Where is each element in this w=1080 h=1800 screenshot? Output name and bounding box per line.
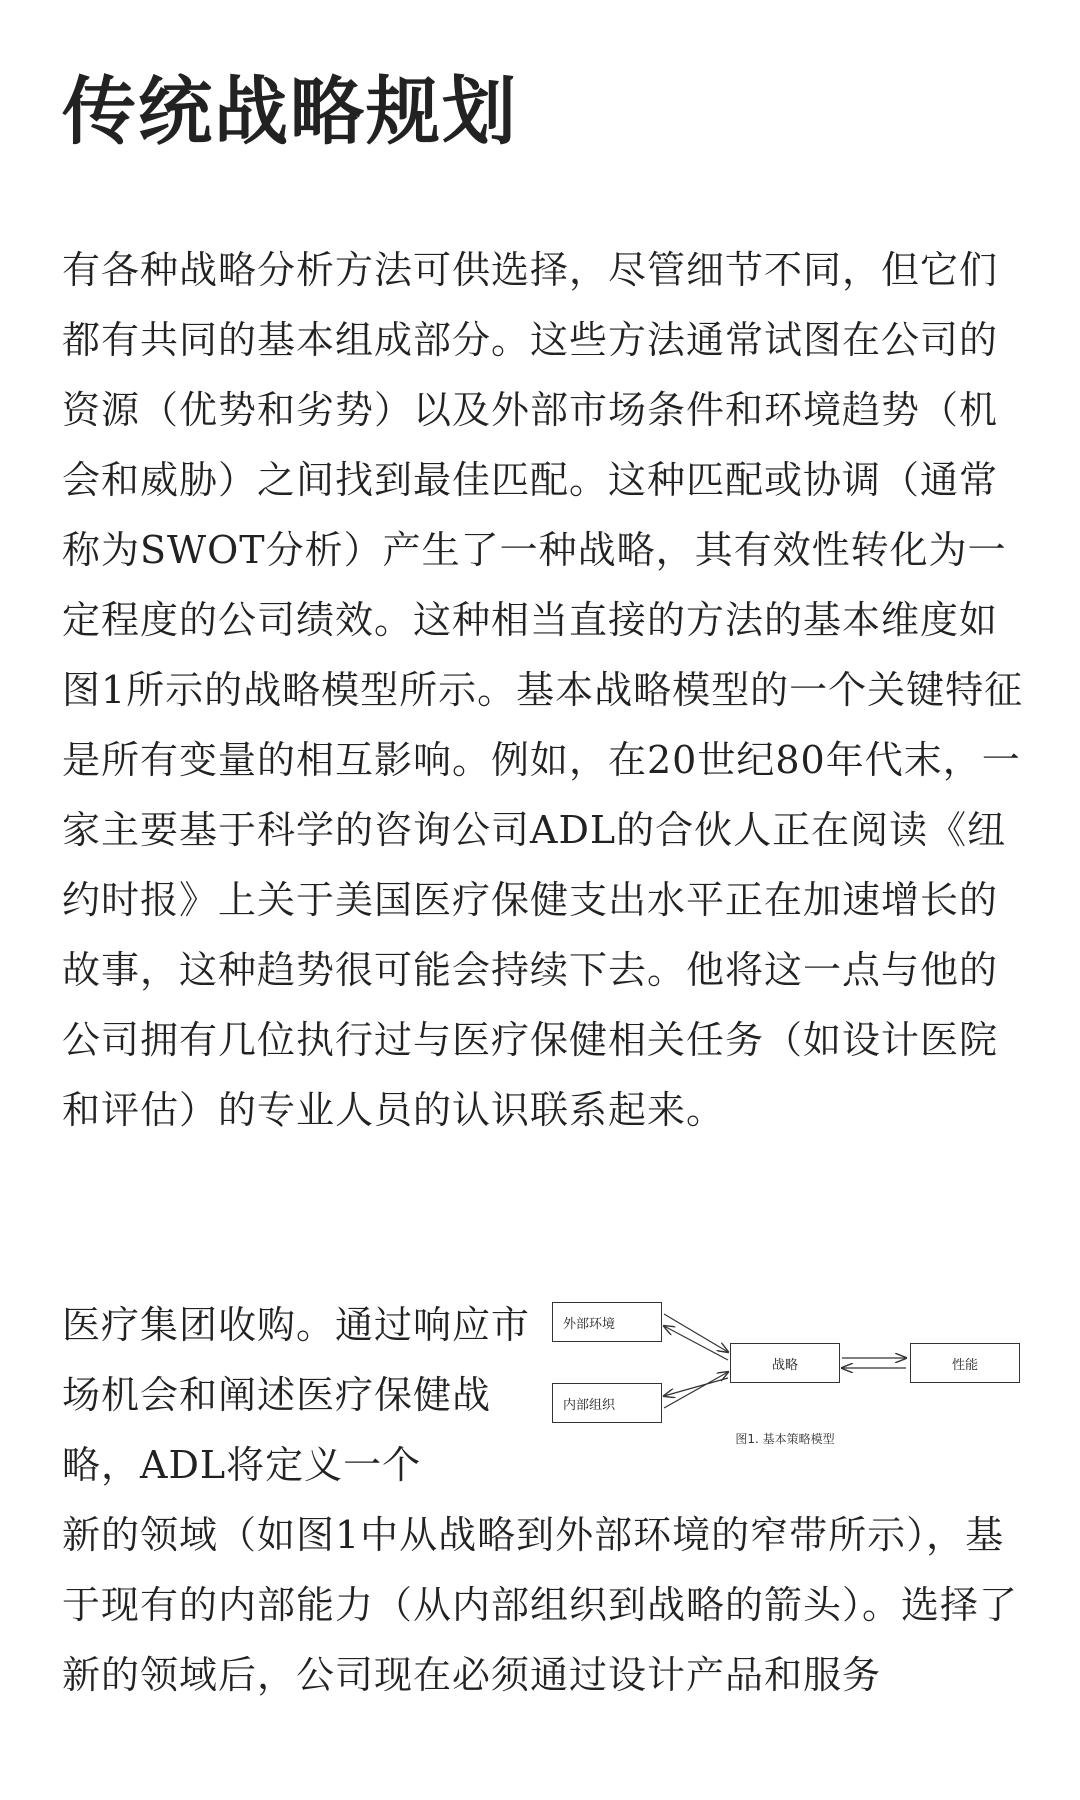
arrow-strategy-to-external (664, 1326, 728, 1360)
arrow-internal-to-strategy (664, 1372, 728, 1408)
strategy-model-figure (540, 1290, 1030, 1465)
internal-organization-box: 内部组织 (552, 1383, 662, 1423)
performance-box: 性能 (910, 1343, 1020, 1383)
external-environment-box: 外部环境 (552, 1302, 662, 1342)
figure-caption: 图1. 基本策略模型 (735, 1432, 835, 1446)
arrow-strategy-to-internal (664, 1378, 728, 1396)
page-title: 传统战略规划 (62, 69, 518, 155)
arrow-external-to-strategy (664, 1314, 728, 1352)
body-paragraph-2-continued: 新的领域（如图1中从战略到外部环境的窄带所示），基于现有的内部能力（从内部组织到战略的箭头）。选择了新的领域后，公司现在必须通过设计产品和服务 (62, 1513, 1019, 1697)
body-paragraph-2-wrapped: 医疗集团收购。通过响应市场机会和阐述医疗保健战略，ADL将定义一个 (62, 1303, 531, 1487)
body-paragraph-1: 有各种战略分析方法可供选择，尽管细节不同，但它们都有共同的基本组成部分。这些方法通常试图在公司的资源（优势和劣势）以及外部市场条件和环境趋势（机会和威胁）之间找到最佳匹配。这种匹配或协调（通常称为SWOT分析）产生了一种战略，其有效性转化为一定程度的公司绩效。这种相当直接的方法的基本维度如图1所示的战略模型所示。基本战略模型的一个关键特征是所有变量的相互影响。例如，在20世纪80年代末，一家主要基于科学的咨询公司ADL的合伙人正在阅读《纽约时报》上关于美国医疗保健支出水平正在加速增长的故事，这种趋势很可能会持续下去。他将这一点与他的公司拥有几位执行过与医疗保健相关任务（如设计医院和评估）的专业人员的认识联系起来。 (62, 248, 1024, 1132)
strategy-box: 战略 (730, 1343, 840, 1383)
